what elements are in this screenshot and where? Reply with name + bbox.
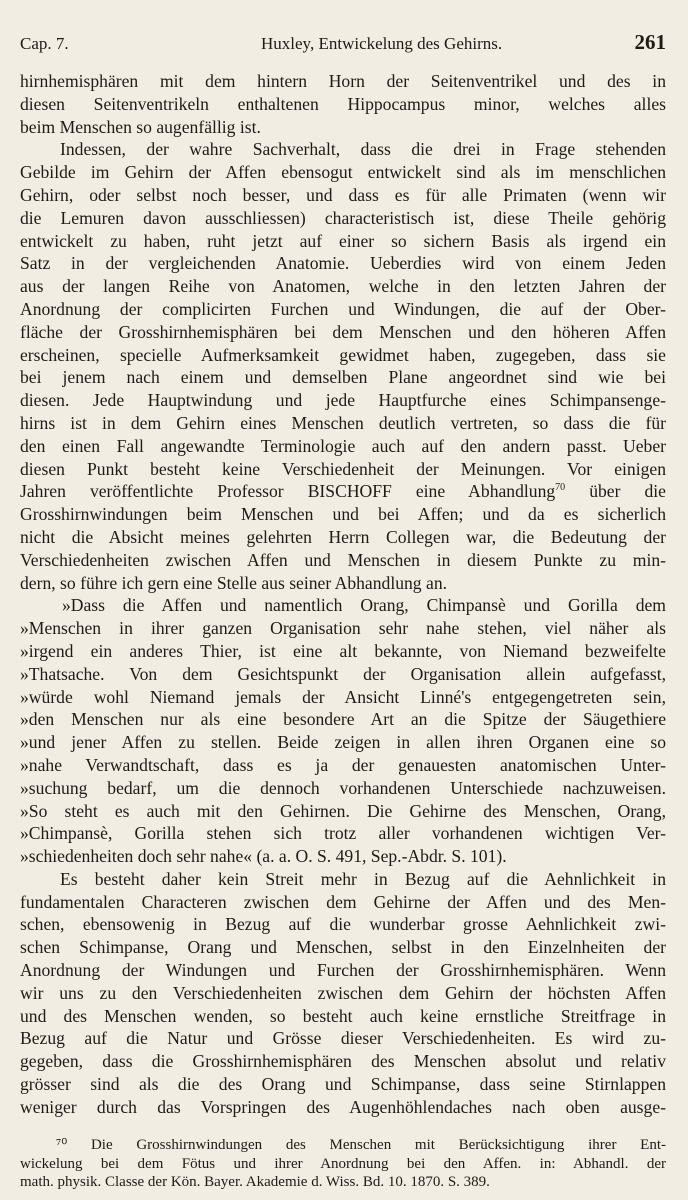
body-line-text: »Chimpansè, Gorilla stehen sich trotz aller vorhandenen wichtigen Ver- [20,823,666,844]
body-line-text: Gebilde im Gehirn der Affen ebensogut entwickelt sind als im menschlichen [20,162,666,183]
body-line [20,686,666,709]
footnote [20,1136,666,1192]
body-line-text: Es besteht daher kein Streit mehr in Bezug auf die Aehnlichkeit in [60,868,666,889]
body-line [20,344,666,367]
footnote-line [20,1155,666,1174]
body-line [20,503,666,526]
body-line [20,184,666,207]
body-line [20,138,666,161]
body-line [20,116,666,139]
body-line-text: »und jener Affen zu stellen. Beide zeigen in allen ihren Organen eine so [20,732,666,753]
body-line-text: »schiedenheiten doch sehr nahe« (a. a. O. S. 491, Sep.-Abdr. S. 101). [20,846,507,867]
body-line [20,1005,666,1028]
body-text [20,70,666,1119]
body-line [20,161,666,184]
body-line [20,526,666,549]
body-line [20,845,666,868]
body-line-text: Anordnung der Windungen und Furchen der Grosshirnhemisphären. Wenn [20,960,666,981]
body-line [20,1096,666,1119]
body-line [20,549,666,572]
body-line [20,936,666,959]
body-line-text: weniger durch das Vorspringen des Augenhöhlendaches nach oben ausge- [20,1096,666,1117]
body-line-text: den einen Fall angewandte Terminologie auch auf den andern passt. Ueber [20,435,666,456]
footnote-line [20,1136,666,1155]
body-line-text: entwickelt zu haben, ruht jetzt auf einer so sichern Basis als irgend ein [20,230,666,251]
footnote-line-text: math. physik. Classe der Kön. Bayer. Akademie d. Wiss. Bd. 10. 1870. S. 389. [20,1174,490,1190]
body-line [20,435,666,458]
body-line [20,617,666,640]
page-header [20,30,666,70]
body-line [20,708,666,731]
body-line-text: fläche der Grosshirnhemisphären bei dem Menschen und den höheren Affen [20,321,666,342]
body-line-text: bei jenem nach einem und demselben Plane angeordnet sind wie bei [20,367,666,388]
body-line-text: Grosshirnwindungen beim Menschen und bei Affen; und da es sicherlich [20,504,666,525]
body-line-text: fundamentalen Characteren zwischen dem Gehirne der Affen und des Men- [20,891,666,912]
body-line [20,389,666,412]
body-line-text: gegeben, dass die Grosshirnhemisphären des Menschen absolut und relativ [20,1051,666,1072]
body-line-text: »So steht es auch mit den Gehirnen. Die Gehirne des Menschen, Orang, [20,800,666,821]
body-line [20,982,666,1005]
body-line-text: diesen Seitenventrikeln enthaltenen Hippocampus minor, welches alles [20,93,666,114]
body-line-text: Verschiedenheiten zwischen Affen und Menschen in diesem Punkte zu min- [20,549,666,570]
body-line [20,913,666,936]
body-line-text: grösser sind als die des Orang und Schimpanse, dass seine Stirnlappen [20,1074,666,1095]
body-line-text: Satz in der vergleichenden Anatomie. Ueberdies wird von einem Jeden [20,253,666,274]
body-line [20,1027,666,1050]
body-line [20,321,666,344]
body-line [20,754,666,777]
body-line-text: »Dass die Affen und namentlich Orang, Chimpansè und Gorilla dem [62,595,666,616]
body-line [20,891,666,914]
body-line-text: hirns ist in dem Gehirn eines Menschen deutlich vertreten, so dass die für [20,412,666,433]
body-line [20,275,666,298]
body-line [20,93,666,116]
footnote-reference: 70 [555,482,566,494]
page-number: 261 [634,30,666,54]
body-line-text: aus der langen Reihe von Anatomen, welche in den letzten Jahren der [20,276,666,297]
body-line-text: Gehirn, oder selbst noch besser, und dass es für alle Primaten (wenn wir [20,184,666,205]
body-line-text: schen Schimpanse, Orang und Menschen, selbst in den Einzelnheiten der [20,937,666,958]
body-line-text: »nahe Verwandtschaft, dass es ja der genauesten anatomischen Unter- [20,754,666,775]
body-line-text: die Lemuren davon ausschliessen) characteristisch ist, diese Theile gehörig [20,207,666,228]
body-line [20,207,666,230]
running-title: Huxley, Entwickelung des Gehirns. [261,34,503,53]
body-line [20,777,666,800]
body-line-text: Anordnung der complicirten Furchen und Windungen, die auf der Ober- [20,298,666,319]
body-line-text: wir uns zu den Verschiedenheiten zwischen dem Gehirn der höchsten Affen [20,982,666,1003]
body-line [20,868,666,891]
body-line [20,298,666,321]
footnote-line-text: wickelung bei dem Fötus und ihrer Anordnung bei den Affen. in: Abhandl. der [20,1155,666,1172]
body-line-text: hirnhemisphären mit dem hintern Horn der Seitenventrikel und des in [20,71,666,91]
footnote-line-text: ⁷⁰ Die Grosshirnwindungen des Menschen mit Berücksichtigung ihrer Ent- [56,1137,666,1153]
body-line-text: beim Menschen so augenfällig ist. [20,116,261,137]
body-line-text: schen, ebensowenig in Bezug auf die wunderbar grosse Aehnlichkeit zwi- [20,914,666,935]
body-line [20,1050,666,1073]
body-line-text: über die [565,481,666,502]
body-line-text: »den Menschen nur als eine besondere Art an die Spitze der Säugethiere [20,709,666,730]
body-line [20,458,666,481]
body-line-text: Bezug auf die Natur und Grösse dieser Verschiedenheiten. Es wird zu- [20,1028,666,1049]
body-line [20,959,666,982]
body-line-text: und des Menschen wenden, so besteht auch keine ernstliche Streitfrage in [20,1005,666,1026]
body-line [20,70,666,93]
chapter-label: Cap. 7. [20,34,69,53]
body-line [20,800,666,823]
body-line [20,1073,666,1096]
body-line-text: diesen Punkt besteht keine Verschiedenheit der Meinungen. Vor einigen [20,458,666,479]
body-line-text: »suchung bedarf, um die dennoch vorhandenen Unterschiede nachzuweisen. [20,777,666,798]
body-line-text: Indessen, der wahre Sachverhalt, dass die drei in Frage stehenden [60,139,666,160]
body-line-text: nicht die Absicht meines gelehrten Herrn Collegen war, die Bedeutung der [20,526,666,547]
body-line-text: »Menschen in ihrer ganzen Organisation sehr nahe stehen, viel näher als [20,618,666,639]
body-line [20,412,666,435]
body-line-text: »irgend ein anderes Thier, ist eine alt bekannte, von Niemand bezweifelte [20,640,666,661]
body-line [20,366,666,389]
body-line [20,572,666,595]
body-line-text: erscheinen, specielle Aufmerksamkeit gewidmet haben, zugegeben, dass sie [20,344,666,365]
body-line [20,480,666,503]
body-line-text: diesen. Jede Hauptwindung und jede Hauptfurche eines Schimpansenge- [20,390,666,411]
body-line [20,230,666,253]
body-line-text: »würde wohl Niemand jemals der Ansicht Linné's entgegengetreten sein, [20,686,666,707]
body-line-text: »Thatsache. Von dem Gesichtspunkt der Organisation allein aufgefasst, [20,663,666,684]
body-line [20,731,666,754]
body-line-text: Jahren veröffentlichte Professor BISCHOFF eine Abhandlung [20,481,556,502]
body-line [20,594,666,617]
body-line [20,252,666,275]
body-line [20,822,666,845]
body-line-text: dern, so führe ich gern eine Stelle aus seiner Abhandlung an. [20,572,448,593]
body-line [20,640,666,663]
body-line [20,663,666,686]
footnote-line [20,1173,666,1192]
